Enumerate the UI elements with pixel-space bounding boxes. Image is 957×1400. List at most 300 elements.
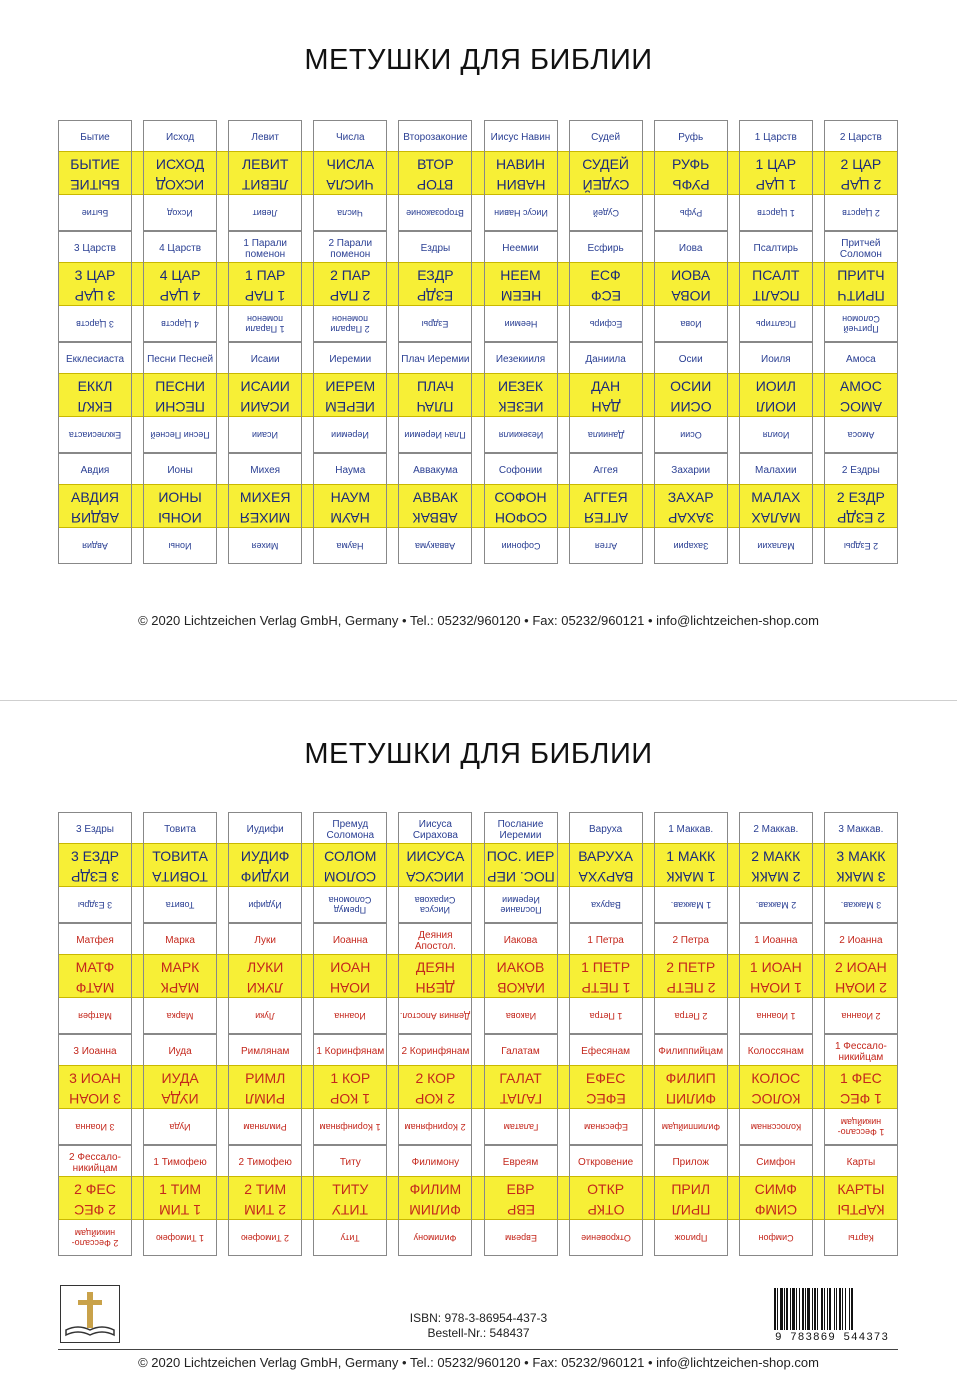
book-abbr-inverted: ИОИЛ xyxy=(755,399,796,415)
book-name: 2 Петра xyxy=(672,935,709,946)
book-name: Исход xyxy=(165,132,195,143)
book-abbr-inverted: 3 ЕЗДР xyxy=(71,869,119,885)
barcode-bar xyxy=(845,1288,846,1330)
bookmark-tab xyxy=(58,1145,132,1256)
book-abbr-inverted: ТИТУ xyxy=(332,1202,369,1218)
book-abbr-inverted: ПЕСНИ xyxy=(155,399,205,415)
book-abbr: ИЕЗЕК xyxy=(497,378,544,394)
sheet2-title: МЕТУШКИ ДЛЯ БИБЛИИ xyxy=(304,738,653,770)
sheet1-copyright: © 2020 Lichtzeichen Verlag GmbH, Germany • Tel.: 05232/960120 • Fax: 05232/960121 • info@lichtzeichen-shop.com xyxy=(138,613,819,628)
book-name: Софонии xyxy=(498,465,543,476)
book-abbr-inverted: ИИСУСА xyxy=(406,869,465,885)
book-abbr: 2 ЕЗДР xyxy=(836,489,885,505)
book-name-inverted: Иуда xyxy=(169,1122,191,1133)
book-name: Бытие xyxy=(80,132,110,143)
book-abbr: 2 ПАР xyxy=(330,267,371,283)
book-abbr-inverted: АМОС xyxy=(839,399,882,415)
book-name-inverted: 1 Царств xyxy=(756,208,795,219)
book-name: Титу xyxy=(339,1157,361,1168)
bookmark-tab xyxy=(143,812,217,923)
book-name: Иудифи xyxy=(246,824,284,835)
book-abbr-inverted: ЕЗДР xyxy=(417,288,454,304)
book-abbr-inverted: КАРТЫ xyxy=(837,1202,885,1218)
book-name-inverted: Авдия xyxy=(82,541,108,552)
book-name: Левит xyxy=(251,132,279,143)
book-abbr: 3 ЦАР xyxy=(74,267,116,283)
book-abbr-inverted: ОТКР xyxy=(587,1202,625,1218)
bookmark-tab xyxy=(654,342,728,453)
barcode-bar xyxy=(814,1288,816,1330)
book-name: 3 Царств xyxy=(74,243,116,254)
book-abbr: ЧИСЛА xyxy=(326,156,375,172)
book-name-inverted: 2 Иоанна xyxy=(841,1011,881,1022)
book-abbr: НАУМ xyxy=(330,489,370,505)
book-abbr-inverted: ЛУКИ xyxy=(247,980,284,996)
bookmark-tab xyxy=(824,120,898,231)
bookmark-tab xyxy=(143,342,217,453)
bookmark-tab xyxy=(654,453,728,564)
book-abbr: МИХЕЯ xyxy=(239,489,291,505)
bookmark-tab xyxy=(739,1034,813,1145)
bookmark-tab xyxy=(143,1034,217,1145)
bookmark-tab xyxy=(313,812,387,923)
book-name-inverted: Иезекииля xyxy=(498,430,543,441)
bookmark-tab xyxy=(58,812,132,923)
bookmark-tab xyxy=(484,1145,558,1256)
barcode-bar xyxy=(796,1288,797,1330)
book-abbr-inverted: СОЛОМ xyxy=(324,869,377,885)
bookmark-tab xyxy=(143,923,217,1034)
book-name-inverted: Софонии xyxy=(501,541,540,552)
bookmark-tab xyxy=(58,1034,132,1145)
bookmark-tab xyxy=(58,923,132,1034)
book-name: Есфирь xyxy=(587,243,624,254)
book-name-inverted: 2 Ездры xyxy=(843,541,878,552)
bookmark-tab xyxy=(739,812,813,923)
bookmark-tab xyxy=(654,812,728,923)
book-name: Руфь xyxy=(678,132,704,143)
book-name-inverted: Иакова xyxy=(505,1011,536,1022)
bookmark-tab xyxy=(313,342,387,453)
book-name-inverted: Ионы xyxy=(168,541,192,552)
bookmark-tab xyxy=(654,1034,728,1145)
book-abbr-inverted: ИУДА xyxy=(161,1091,199,1107)
book-name-inverted: Осии xyxy=(679,430,702,441)
book-abbr: 1 ПЕТР xyxy=(581,959,631,975)
book-abbr: 1 ПАР xyxy=(244,267,286,283)
book-abbr-inverted: 1 КОР xyxy=(330,1091,371,1107)
bookmark-tab xyxy=(484,812,558,923)
book-abbr-inverted: СУДЕЙ xyxy=(582,177,629,193)
bookmark-tab xyxy=(484,342,558,453)
book-name-inverted: Премуд Соломона xyxy=(328,895,372,916)
book-abbr: МАТФ xyxy=(75,959,115,975)
book-abbr-inverted: РИМЛ xyxy=(245,1091,286,1107)
book-abbr-inverted: БЫТИЕ xyxy=(70,177,120,193)
book-abbr-inverted: МАРК xyxy=(160,980,200,996)
book-name-inverted: Ефесянам xyxy=(583,1122,628,1133)
tab-row xyxy=(58,453,898,564)
book-abbr: ВАРУХА xyxy=(578,848,633,864)
book-name: Иоиля xyxy=(761,354,791,365)
barcode-bar xyxy=(799,1288,800,1330)
bookmark-tab xyxy=(484,231,558,342)
bookmark-tab xyxy=(398,1145,472,1256)
book-abbr-inverted: 1 ИОАН xyxy=(749,980,802,996)
bookmark-tab xyxy=(739,120,813,231)
book-name: Галатам xyxy=(501,1046,540,1057)
barcode-bar xyxy=(821,1288,823,1330)
book-abbr-inverted: ТОВИТА xyxy=(152,869,208,885)
book-name-inverted: Песни Песней xyxy=(150,430,210,441)
book-name-inverted: Иеремии xyxy=(331,430,370,441)
book-name: 2 Фессало- никийцам xyxy=(69,1151,121,1174)
bookmark-tab xyxy=(228,923,302,1034)
book-name-inverted: Прилож xyxy=(674,1233,708,1244)
book-abbr-inverted: ГАЛАТ xyxy=(499,1091,542,1107)
book-name: 1 Петра xyxy=(587,935,624,946)
book-name-inverted: 2 Коринфянам xyxy=(404,1122,466,1133)
book-abbr-inverted: ПОС. ИЕР xyxy=(486,869,555,885)
bookmark-tab xyxy=(824,231,898,342)
book-name-inverted: 1 Парали поменон xyxy=(245,314,285,335)
book-abbr: ЗАХАР xyxy=(667,489,714,505)
book-abbr: 3 ЕЗДР xyxy=(71,848,119,864)
bookmark-tab xyxy=(398,812,472,923)
book-name: Второзаконие xyxy=(403,132,468,143)
bookmark-tab xyxy=(143,231,217,342)
book-abbr: ИОИЛ xyxy=(755,378,796,394)
bookmark-tab xyxy=(228,120,302,231)
book-name-inverted: Ездры xyxy=(422,319,449,330)
book-abbr: ИОАН xyxy=(330,959,371,975)
book-abbr: 1 ИОАН xyxy=(749,959,802,975)
book-abbr: ЕСФ xyxy=(590,267,621,283)
book-abbr: ПСАЛТ xyxy=(752,267,800,283)
book-name-inverted: Евреям xyxy=(504,1233,537,1244)
book-name: Ефесянам xyxy=(581,1046,631,1057)
book-name: Филимону xyxy=(411,1157,460,1168)
book-name-inverted: 4 Царств xyxy=(161,319,199,330)
book-name: Осии xyxy=(678,354,703,365)
book-name: Откровение xyxy=(577,1157,634,1168)
book-name-inverted: Притчей Соломон xyxy=(841,314,880,335)
book-abbr: ВТОР xyxy=(417,156,454,172)
book-name: Колоссянам xyxy=(747,1046,804,1057)
book-name: 2 Царств xyxy=(839,132,882,143)
book-abbr-inverted: ИОВА xyxy=(671,288,711,304)
book-abbr-inverted: ИЕЗЕК xyxy=(497,399,544,415)
barcode-bar xyxy=(834,1288,835,1330)
bookmark-tab xyxy=(143,1145,217,1256)
book-abbr-inverted: 2 ТИМ xyxy=(244,1202,287,1218)
book-abbr-inverted: СИМФ xyxy=(754,1202,797,1218)
book-abbr-inverted: ИСАИИ xyxy=(240,399,290,415)
book-abbr-inverted: 3 ЦАР xyxy=(74,288,116,304)
bookmark-tab xyxy=(228,1034,302,1145)
book-abbr-inverted: СОФОН xyxy=(494,510,547,526)
book-name-inverted: 1 Маккав. xyxy=(670,900,711,911)
book-abbr: ИСАИИ xyxy=(240,378,290,394)
book-name-inverted: Марка xyxy=(166,1011,194,1022)
book-abbr: ЕВР xyxy=(506,1181,535,1197)
book-abbr-inverted: 2 ПАР xyxy=(330,288,371,304)
bookmark-tab xyxy=(143,453,217,564)
book-abbr: ДАН xyxy=(591,378,621,394)
bookmark-tab xyxy=(654,923,728,1034)
bookmark-tab xyxy=(484,1034,558,1145)
barcode-bar xyxy=(817,1288,818,1330)
book-abbr: ОТКР xyxy=(587,1181,625,1197)
book-abbr-inverted: АВВАК xyxy=(412,510,458,526)
book-name-inverted: Числа xyxy=(337,208,364,219)
bookmark-tab xyxy=(58,342,132,453)
bookmark-tab xyxy=(824,1034,898,1145)
footer-rule xyxy=(58,1349,898,1350)
book-abbr: ИИСУСА xyxy=(406,848,465,864)
book-abbr-inverted: МАЛАХ xyxy=(751,510,801,526)
book-abbr: БЫТИЕ xyxy=(70,156,120,172)
book-abbr-inverted: 2 ПЕТР xyxy=(666,980,716,996)
book-abbr-inverted: 2 МАКК xyxy=(751,869,801,885)
bookmark-tab xyxy=(313,1034,387,1145)
book-name: Неемии xyxy=(502,243,539,254)
tab-row xyxy=(58,1145,898,1256)
book-name: 3 Иоанна xyxy=(73,1046,117,1057)
book-abbr-inverted: ЕВР xyxy=(506,1202,535,1218)
bookmark-tab xyxy=(654,1145,728,1256)
book-name-inverted: Филимону xyxy=(413,1233,457,1244)
bookmark-tab xyxy=(824,812,898,923)
book-name: Иезекииля xyxy=(495,354,546,365)
book-abbr-inverted: ФИЛИП xyxy=(665,1091,716,1107)
bookmark-tab xyxy=(484,923,558,1034)
book-name-inverted: 2 Петра xyxy=(674,1011,708,1022)
book-abbr-inverted: МАТФ xyxy=(75,980,115,996)
book-abbr-inverted: ЗАХАР xyxy=(667,510,714,526)
book-abbr: ФИЛИМ xyxy=(409,1181,462,1197)
book-abbr-inverted: 1 ФЕС xyxy=(840,1091,882,1107)
book-abbr: 4 ЦАР xyxy=(159,267,201,283)
book-name: 2 Коринфянам xyxy=(401,1046,470,1057)
bookmark-tab xyxy=(398,453,472,564)
bookmark-tab xyxy=(484,120,558,231)
book-abbr: ЕФЕС xyxy=(585,1070,626,1086)
book-abbr: ПРИТЧ xyxy=(837,267,885,283)
book-name-inverted: Исход xyxy=(167,208,193,219)
book-name-inverted: Аггея xyxy=(594,541,617,552)
book-name-inverted: Судей xyxy=(592,208,619,219)
book-name: Марка xyxy=(165,935,195,946)
book-abbr-inverted: ИАКОВ xyxy=(496,980,545,996)
bookmark-tab xyxy=(58,120,132,231)
book-abbr: ПОС. ИЕР xyxy=(486,848,555,864)
book-abbr: ИОНЫ xyxy=(158,489,202,505)
book-abbr: ОСИИ xyxy=(670,378,712,394)
book-abbr-inverted: 1 ЦАР xyxy=(755,177,797,193)
book-name-inverted: 3 Царств xyxy=(76,319,114,330)
book-abbr-inverted: 2 ФЕС xyxy=(74,1202,116,1218)
book-abbr: ИУДИФ xyxy=(240,848,290,864)
bookmark-tab xyxy=(228,231,302,342)
barcode-bar xyxy=(784,1288,785,1330)
barcode-bar xyxy=(802,1288,804,1330)
book-name: Симфон xyxy=(756,1157,796,1168)
bookmark-tab xyxy=(398,1034,472,1145)
book-name: Карты xyxy=(846,1157,876,1168)
book-abbr: ЕЗДР xyxy=(417,267,454,283)
book-abbr: АМОС xyxy=(839,378,882,394)
book-name-inverted: Исаии xyxy=(252,430,279,441)
book-abbr: 1 ЦАР xyxy=(755,156,797,172)
book-abbr-inverted: ИУДИФ xyxy=(240,869,290,885)
book-name-inverted: 1 Петра xyxy=(589,1011,623,1022)
bookmark-tab xyxy=(569,120,643,231)
bookmark-tab xyxy=(313,231,387,342)
book-name: Числа xyxy=(335,132,365,143)
book-name: Римлянам xyxy=(241,1046,290,1057)
book-name-inverted: Послание Иеремии xyxy=(499,895,542,916)
book-abbr-inverted: 1 ТИМ xyxy=(159,1202,202,1218)
book-name: Наума xyxy=(335,465,366,476)
bookmark-tab xyxy=(398,120,472,231)
bookmark-tab xyxy=(739,231,813,342)
book-name-inverted: Откровение xyxy=(580,1233,631,1244)
book-name: Луки xyxy=(254,935,276,946)
bookmark-tab xyxy=(824,923,898,1034)
book-name: Судей xyxy=(591,132,621,143)
book-name: Филиппийцам xyxy=(658,1046,724,1057)
book-name: Товита xyxy=(164,824,196,835)
book-abbr: ПЕСНИ xyxy=(155,378,205,394)
book-name-inverted: Титу xyxy=(340,1233,360,1244)
book-name-inverted: Захарии xyxy=(673,541,709,552)
book-abbr: 2 ФЕС xyxy=(74,1181,116,1197)
book-abbr-inverted: РУФЬ xyxy=(672,177,710,193)
barcode xyxy=(770,1286,894,1342)
book-abbr: АВДИЯ xyxy=(70,489,120,505)
book-abbr-inverted: АВДИЯ xyxy=(70,510,120,526)
book-name-inverted: Деяния Апостол. xyxy=(400,1011,471,1022)
book-name-inverted: Левит xyxy=(252,208,278,219)
book-abbr: ТИТУ xyxy=(332,1181,369,1197)
sheet2-copyright: © 2020 Lichtzeichen Verlag GmbH, Germany • Tel.: 05232/960120 • Fax: 05232/960121 • info@lichtzeichen-shop.com xyxy=(138,1355,819,1370)
bookmark-tab xyxy=(143,120,217,231)
book-abbr-inverted: ИСХОД xyxy=(155,177,205,193)
book-name-inverted: Малахии xyxy=(757,541,795,552)
book-abbr-inverted: НАУМ xyxy=(330,510,370,526)
book-name: Екклесиаста xyxy=(65,354,125,365)
book-name-inverted: Иоиля xyxy=(762,430,790,441)
book-name: Иоанна xyxy=(332,935,368,946)
book-abbr-inverted: НЕЕМ xyxy=(500,288,541,304)
book-abbr: 2 ТИМ xyxy=(244,1181,287,1197)
book-name: Михея xyxy=(250,465,281,476)
book-name-inverted: Екклесиаста xyxy=(68,430,122,441)
book-abbr: АГГЕЯ xyxy=(583,489,628,505)
barcode-bar xyxy=(839,1288,841,1330)
book-abbr: 3 ИОАН xyxy=(69,1070,121,1086)
bookmark-tab xyxy=(569,1034,643,1145)
barcode-bar xyxy=(805,1288,806,1330)
book-name: 1 Маккав. xyxy=(668,824,714,835)
book-name-inverted: Филиппийцам xyxy=(661,1122,720,1133)
book-abbr: ПРИЛ xyxy=(671,1181,711,1197)
barcode-digits: 9 783869 544373 xyxy=(770,1332,894,1344)
barcode-bar xyxy=(824,1288,825,1330)
book-abbr-inverted: 3 ИОАН xyxy=(69,1091,121,1107)
book-abbr-inverted: ЕФЕС xyxy=(585,1091,626,1107)
book-name: 1 Тимофею xyxy=(153,1157,207,1168)
book-abbr: РИМЛ xyxy=(245,1070,286,1086)
book-name: Аггея xyxy=(593,465,618,476)
book-name: 2 Тимофею xyxy=(238,1157,292,1168)
book-abbr-inverted: ЛЕВИТ xyxy=(241,177,289,193)
bookmark-tab xyxy=(228,812,302,923)
book-name-inverted: 1 Фессало- никийцам xyxy=(837,1117,885,1138)
book-abbr: ТОВИТА xyxy=(152,848,208,864)
book-abbr: 2 МАКК xyxy=(751,848,801,864)
tab-row xyxy=(58,120,898,231)
book-name-inverted: 2 Маккав. xyxy=(755,900,797,911)
book-name: Деяния Апостол. xyxy=(414,929,456,952)
tab-row xyxy=(58,1034,898,1145)
bookmark-tab xyxy=(313,453,387,564)
book-name-inverted: 2 Фессало- никийцам xyxy=(71,1228,119,1249)
book-abbr: 1 КОР xyxy=(330,1070,371,1086)
book-abbr: АВВАК xyxy=(412,489,458,505)
book-abbr-inverted: 2 ИОАН xyxy=(835,980,887,996)
book-abbr-inverted: ФИЛИМ xyxy=(409,1202,462,1218)
book-name: Иеремии xyxy=(329,354,372,365)
book-name: Песни Песней xyxy=(147,354,214,365)
bookmark-tab xyxy=(569,923,643,1034)
book-abbr: ИСХОД xyxy=(155,156,205,172)
book-abbr: МАЛАХ xyxy=(751,489,801,505)
book-name-inverted: Есфирь xyxy=(589,319,622,330)
book-name-inverted: Иисуса Сирахова xyxy=(415,895,456,916)
book-abbr: ФИЛИП xyxy=(665,1070,716,1086)
book-name: Ионы xyxy=(167,465,193,476)
book-abbr: 1 ТИМ xyxy=(159,1181,202,1197)
book-name-inverted: 2 Тимофею xyxy=(241,1233,290,1244)
book-name: Прилож xyxy=(672,1157,709,1168)
book-abbr: ИОВА xyxy=(671,267,711,283)
book-abbr: СУДЕЙ xyxy=(582,156,629,172)
book-name-inverted: Плач Иеремии xyxy=(404,430,467,441)
bookmark-tab xyxy=(398,923,472,1034)
book-name-inverted: Карты xyxy=(848,1233,874,1244)
book-name-inverted: Иоанна xyxy=(334,1011,367,1022)
book-name-inverted: Даниила xyxy=(587,430,624,441)
bookmark-tab xyxy=(739,923,813,1034)
book-abbr-inverted: ВАРУХА xyxy=(578,869,633,885)
book-name: 3 Маккав. xyxy=(838,824,884,835)
book-name-inverted: 1 Тимофею xyxy=(156,1233,205,1244)
book-abbr-inverted: 3 МАКК xyxy=(836,869,886,885)
book-name-inverted: Второзаконие xyxy=(406,208,465,219)
book-name: Псалтирь xyxy=(753,243,799,254)
barcode-bar xyxy=(780,1288,783,1330)
book-name-inverted: Колоссянам xyxy=(750,1122,802,1133)
book-name-inverted: 3 Ездры xyxy=(77,900,113,911)
bookmark-tab xyxy=(313,923,387,1034)
book-abbr-inverted: ВТОР xyxy=(417,177,454,193)
barcode-bar xyxy=(829,1288,831,1330)
book-name: Послание Иеремии xyxy=(497,818,544,841)
book-name: Иова xyxy=(678,243,703,254)
book-name: 1 Коринфянам xyxy=(316,1046,385,1057)
